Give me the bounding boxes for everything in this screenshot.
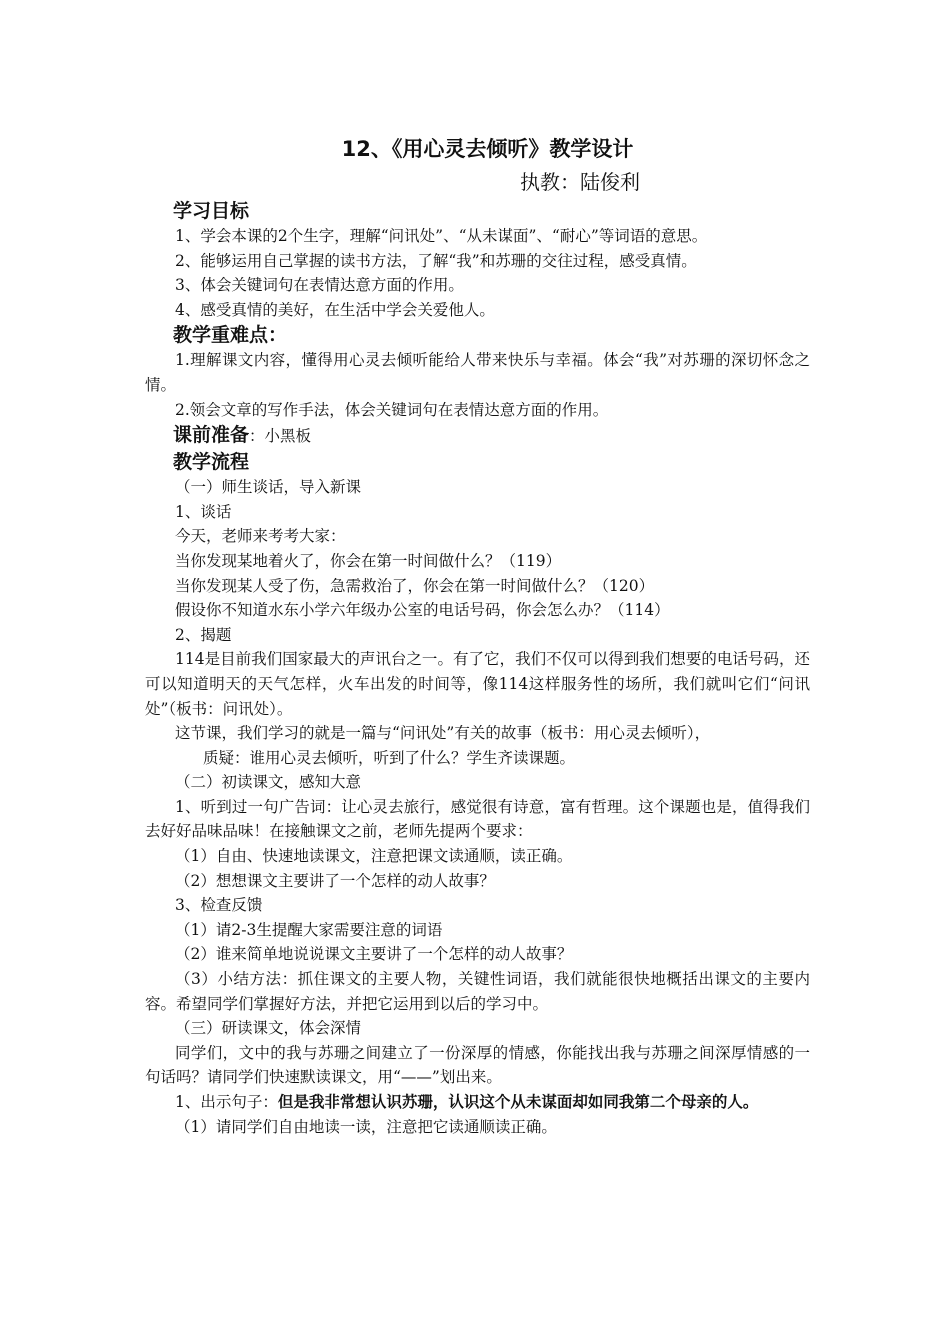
paragraph: （1）请同学们自由地读一读，注意把它读通顺读正确。 (175, 1117, 557, 1136)
paragraph: 同学们，文中的我与苏珊之间建立了一份深厚的情感，你能找出我与苏珊之间深厚情感的一句话吗？请同学们快速默读课文，用“——”划出来。 (145, 1043, 810, 1087)
paragraph: 2、揭题 (175, 625, 232, 644)
paragraph: （2）想想课文主要讲了一个怎样的动人故事？ (175, 871, 495, 890)
section-heading-flow: 教学流程 (173, 451, 250, 474)
paragraph: 当你发现某地着火了，你会在第一时间做什么？（119） (175, 551, 562, 570)
highlighted-sentence: 但是我非常想认识苏珊，认识这个从未谋面却如同我第二个母亲的人。 (277, 1092, 759, 1111)
paragraph: （一）师生谈话，导入新课 (175, 478, 362, 497)
author-line: 执教：陆俊利 (520, 170, 640, 194)
key-point-1: 1.理解课文内容，懂得用心灵去倾听能给人带来快乐与幸福。体会“我”对苏珊的深切怀念之情。 (145, 351, 810, 394)
paragraph: （二）初读课文，感知大意 (175, 773, 362, 792)
paragraph: （1）请2-3生提醒大家需要注意的词语 (175, 920, 443, 939)
paragraph: （2）谁来简单地说说课文主要讲了一个怎样的动人故事？ (175, 945, 573, 964)
section-heading-key-points: 教学重难点： (173, 324, 288, 347)
paragraph: （三）研读课文，体会深情 (175, 1019, 362, 1038)
objective-2: 2、能够运用自己掌握的读书方法，了解“我”和苏珊的交往过程，感受真情。 (175, 251, 697, 270)
paragraph: 114是目前我们国家最大的声讯台之一。有了它，我们不仅可以得到我们想要的电话号码，还可以知道明天的天气怎样，火车出发的时间等，像114这样服务性的场所，我们就叫它们“问讯处”（板书：问讯处）。 (145, 650, 810, 718)
preparation-value: ：小黑板 (249, 427, 312, 446)
objective-4: 4、感受真情的美好，在生活中学会关爱他人。 (175, 300, 495, 319)
objective-3: 3、体会关键词句在表情达意方面的作用。 (175, 276, 464, 295)
section-heading-preparation (145, 422, 810, 449)
paragraph: 当你发现某人受了伤，急需救治了，你会在第一时间做什么？（120） (175, 576, 655, 595)
paragraph (145, 1090, 810, 1115)
paragraph: 1、听到过一句广告词：让心灵去旅行，感觉很有诗意，富有哲理。这个课题也是，值得我们去好好品味品味！在接触课文之前，老师先提两个要求： (145, 797, 810, 841)
paragraph: 这节课，我们学习的就是一篇与“问讯处”有关的故事（板书：用心灵去倾听）， (175, 724, 711, 743)
paragraph: 今天，老师来考考大家： (175, 527, 346, 546)
page-title: 12、《用心灵去倾听》教学设计 (341, 137, 634, 161)
preparation-label: 课前准备 (173, 424, 250, 447)
paragraph: （1）自由、快速地读课文，注意把课文读通顺，读正确。 (175, 847, 573, 866)
paragraph-lead: 1、出示句子： (175, 1093, 278, 1111)
paragraph: （3）小结方法：抓住课文的主要人物，关键性词语，我们就能很快地概括出课文的主要内容。希望同学们掌握好方法，并把它运用到以后的学习中。 (145, 970, 810, 1013)
key-point-2: 2.领会文章的写作手法，体会关键词句在表情达意方面的作用。 (175, 400, 609, 419)
document-body (145, 132, 810, 1139)
paragraph: 3、检查反馈 (175, 896, 263, 915)
paragraph: 1、谈话 (175, 502, 232, 521)
section-heading-objectives: 学习目标 (173, 200, 250, 222)
paragraph: 假设你不知道水东小学六年级办公室的电话号码，你会怎么办？（114） (175, 601, 670, 620)
objective-1: 1、学会本课的2个生字，理解“问讯处”、“从未谋面”、“耐心”等词语的意思。 (175, 227, 708, 245)
paragraph: 质疑：谁用心灵去倾听，听到了什么？学生齐读课题。 (203, 748, 576, 767)
